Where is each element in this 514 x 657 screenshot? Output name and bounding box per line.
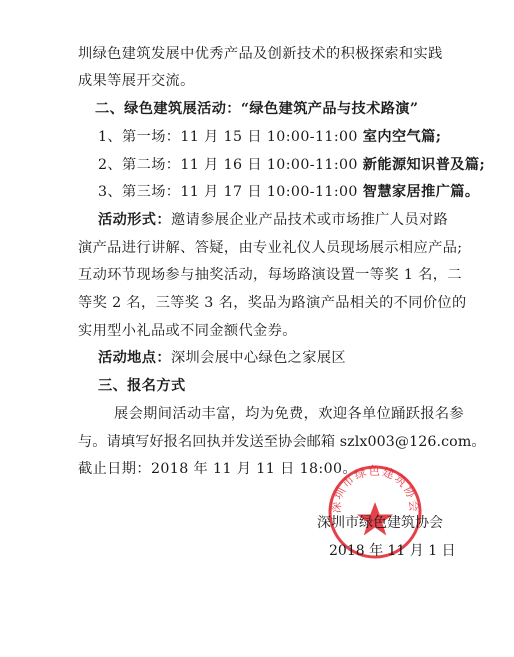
body-line: 互动环节现场参与抽奖活动，每场路演设置一等奖 1 名，二 [78,267,462,283]
session-1-topic: 室内空气篇; [362,129,442,145]
body-line: 圳绿色建筑发展中优秀产品及创新技术的积极探索和实践 [78,46,443,62]
activity-place [98,348,346,368]
body-line: 实用型小礼品或不同金额代金券。 [78,323,297,339]
session-3-time: 3、第三场：11 月 17 日 10:00-11:00 [98,184,363,200]
activity-place-label: 活动地点： [98,350,171,366]
body-line: 等奖 2 名，三等奖 3 名，奖品为路演产品相关的不同价位的 [78,295,467,311]
activity-form-label: 活动形式： [98,212,171,228]
activity-form [98,210,448,230]
body-line: 演产品进行讲解、答疑，由专业礼仪人员现场展示相应产品; [78,240,463,256]
session-2-topic: 新能源知识普及篇; [362,157,486,173]
session-3 [98,182,479,202]
activity-place-text: 深圳会展中心绿色之家展区 [170,350,347,366]
section-heading-3: 三、报名方式 [98,378,186,394]
activity-form-text: 邀请参展企业产品技术或市场推广人员对路 [170,212,449,228]
seal-text: 深圳市绿色建筑协会 [328,463,422,514]
signature-org: 深圳市绿色建筑协会 [317,515,443,531]
session-1 [98,127,441,147]
section-heading-2: 二、绿色建筑展活动：“绿色建筑产品与技术路演” [95,101,419,117]
deadline-line: 截止日期：2018 年 11 月 11 日 18:00。 [78,461,358,477]
body-line: 与。请填写好报名回执并发送至协会邮箱 szlx003@126.com。 [78,434,486,450]
session-3-topic: 智慧家居推广篇。 [362,184,480,200]
session-2 [98,155,485,175]
signature-date: 2018 年 11 月 1 日 [329,543,456,559]
session-1-time: 1、第一场：11 月 15 日 10:00-11:00 [98,129,363,145]
body-line: 成果等展开交流。 [78,73,195,89]
body-line: 展会期间活动丰富，均为免费，欢迎各单位踊跃报名参 [114,406,465,422]
session-2-time: 2、第二场：11 月 16 日 10:00-11:00 [98,157,363,173]
